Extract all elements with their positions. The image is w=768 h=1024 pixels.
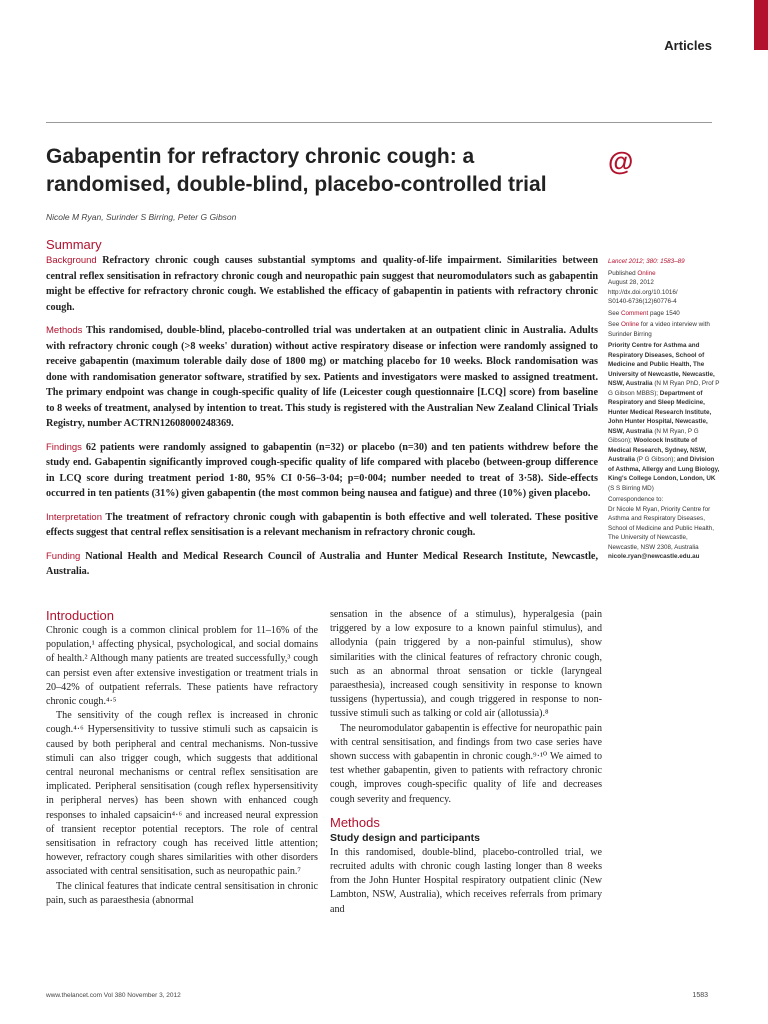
article-sidebar [608, 257, 720, 564]
summary-heading: Summary [46, 237, 102, 252]
comment-link[interactable]: Comment [620, 309, 649, 317]
author-list: Nicole M Ryan, Surinder S Birring, Peter G Gibson [46, 212, 237, 222]
correspondence-address: Dr Nicole M Ryan, Priority Centre for Asthma and Respiratory Diseases, School of Medicine and Public Health, The University of Newcastle, Newcastle, NSW 2308, Australia [608, 505, 715, 551]
background-text: Refractory chronic cough causes substantial symptoms and quality-of-life impairment. Similarities between central reflex sensitisation in refractory chronic cough and neuropathic pain suggest that neuromodulators such as gabapentin might be effective for refractory chronic cough. We established the efficacy of gabapentin in patients with refractory chronic cough. [46, 255, 598, 313]
published-prefix: Published [608, 269, 638, 277]
funding-label: Funding [46, 550, 81, 562]
see-comment-suffix: page 1540 [648, 309, 680, 317]
methods-text: This randomised, double-blind, placebo-controlled trial was undertaken at an outpatient clinic in Australia. Adults with refractory chronic cough (>8 weeks' duration) without active respiratory disease or infection were randomly assigned to receive gabapentin (maximum tolerable daily dose of 1800 mg) or matching placebo for 10 weeks. Block randomisation was done with randomisation generator software, stratified by sex. Patients and investigators were masked to assigned treatment. The primary endpoint was change in cough-specific quality of life (Leicester cough questionnaire [LCQ] score) from baseline to 8 weeks of treatment, analysed by intention to treat. This study is registered with the Australian New Zealand Clinical Trials Registry, number ACTRN12608000248369. [46, 325, 598, 429]
published-date: August 28, 2012 [608, 279, 654, 286]
video-interview [608, 320, 720, 339]
online-first-icon: @ [608, 146, 634, 176]
summary-abstract [46, 253, 598, 588]
interpretation-text: The treatment of refractory chronic cough with gabapentin is both effective and well tolerated. These positive effects suggest that central reflex sensitisation is a relevant mechanism in refractory chronic cough. [46, 511, 598, 538]
summary-background [46, 253, 598, 315]
methods-heading: Methods [330, 814, 380, 830]
video-online-link[interactable]: Online [620, 321, 640, 328]
intro-paragraph-3: The clinical features that indicate central sensitisation in chronic pain, such as paraesthesia (abnormal [46, 880, 318, 906]
methods-label: Methods [46, 325, 83, 336]
intro-paragraph-2: The sensitivity of the cough reflex is increased in chronic cough.⁴·⁶ Hypersensitivity to tussive stimuli such as capsaicin is caused by both peripheral and central mechanisms. Non-tussive stimuli can also trigger cough, which suggests that additional central neuronal mechanisms or central reflex sensitisation are implicated. Peripheral sensitisation (cough reflex hypersensitivity in peripheral nerves) has been shown with enhanced cough responses to inhaled capsaicin⁴·⁶ and increased neural expression of transient receptor potential receptors. The role of central sensitisation in refractory cough has received little attention; however, refractory cough shares similarities with other disorders associated with central sensitisation, such as neuropathic pain.⁷ [46, 710, 318, 878]
doi-link-2[interactable]: S0140-6736(12)60776-4 [608, 298, 677, 305]
correspondence-label: Correspondence to: [608, 496, 664, 503]
affiliation-3-people: (P G Gibson); [636, 456, 676, 463]
funding-text: National Health and Medical Research Council of Australia and Hunter Medical Research Institute, Newcastle, Australia. [46, 550, 599, 577]
affiliation-4-people: (S S Birring MD) [608, 484, 654, 492]
affiliation-3: Woolcock Institute of Medical Research, Sydney, NSW, Australia [608, 437, 707, 463]
summary-methods [46, 323, 598, 432]
intro-paragraph-1: Chronic cough is a common clinical problem for 11–16% of the population,¹ affecting physical, psychological, and social domains of health.² Although many patients are treated successfully,³ cough can persist even after extensive investigation or treatment trials in 20–42% of outpatient referrals. These patients have refractory chronic cough.⁴·⁵ [46, 625, 318, 708]
see-comment [608, 309, 720, 319]
article-title: Gabapentin for refractory chronic cough: a randomised, double-blind, placebo-controlled trial [46, 145, 547, 196]
section-heading: Articles [664, 38, 712, 53]
summary-interpretation [46, 510, 598, 541]
intro-continued-paragraph: sensation in the absence of a stimulus), hyperalgesia (pain triggered by a low exposure to a known painful stimulus), and allodynia (pain triggered by a non-painful stimulus), show similarities with the clinical features of refractory chronic cough, such as an abnormal throat sensation or tickle (laryngeal paraesthesia), increased cough sensitivity in response to known tussigens (hypertussia), and cough triggered in response to non-tussive stimuli such as talking or cold air (allotussia).⁸ [330, 609, 602, 720]
body-column-left [46, 608, 318, 908]
summary-findings [46, 440, 598, 502]
affiliations [608, 341, 720, 493]
header-rule [46, 122, 712, 123]
affiliation-2-people: (N M Ryan, P G Gibson); [608, 427, 699, 444]
citation: Lancet 2012; 380: 1583–89 [608, 258, 685, 265]
see-comment-prefix: See [608, 309, 621, 317]
affiliation-4: and Division of Asthma, Allergy and Lung Biology, King's College London, London, UK [608, 456, 720, 482]
affiliation-1-people: (N M Ryan PhD, Prof P G Gibson MBBS); [608, 380, 720, 397]
study-design-heading: Study design and participants [330, 831, 480, 844]
interpretation-label: Interpretation [46, 511, 102, 523]
findings-label: Findings [46, 441, 82, 453]
page-number: 1583 [692, 992, 708, 999]
aim-paragraph: The neuromodulator gabapentin is effective for neuropathic pain with central sensitisation, and findings from two case series have shown success with gabapentin in chronic cough.⁹·¹⁰ We aimed to test whether gabapentin, given to patients with refractory chronic cough, improves cough-specific quality of life and decreases cough severity and frequency. [330, 722, 602, 805]
body-column-right [330, 608, 602, 917]
correspondence [608, 495, 720, 562]
published-online-link[interactable]: Online [637, 269, 656, 277]
findings-text: 62 patients were randomly assigned to gabapentin (n=32) or placebo (n=30) and ten patients withdrew before the study end. Gabapentin significantly improved cough-specific quality of life compared with placebo (between-group difference in LCQ score during treatment period 1·80, 95% CI 0·56–3·04; p=0·004; number needed to treat of 3·58). Side-effects occurred in ten patients (31%) given gabapentin (the most common being nausea and fatigue) and three (10%) given placebo. [46, 441, 598, 499]
summary-funding [46, 549, 598, 580]
correspondence-email[interactable]: nicole.ryan@newcastle.edu.au [608, 553, 700, 560]
publication-info [608, 269, 720, 307]
header-accent-bar [754, 0, 768, 50]
affiliation-2: Department of Respiratory and Sleep Medicine, Hunter Medical Research Institute, John Hunter Hospital, Newcastle, NSW, Australia [608, 389, 712, 435]
doi-link-1[interactable]: http://dx.doi.org/10.1016/ [608, 288, 678, 296]
journal-footer: www.thelancet.com Vol 380 November 3, 2012 [46, 992, 181, 999]
methods-paragraph-1: In this randomised, double-blind, placebo-controlled trial, we recruited adults with chronic cough lasting longer than 8 weeks from the John Hunter Hospital respiratory outpatient clinic (New Lambton, NSW, Australia), which receives referrals from primary and [330, 846, 602, 915]
background-label: Background [46, 255, 97, 266]
video-prefix: See [608, 321, 621, 328]
introduction-heading: Introduction [46, 608, 114, 623]
video-suffix: for a video interview with Surinder Birring [608, 321, 710, 338]
affiliation-1: Priority Centre for Asthma and Respiratory Diseases, School of Medicine and Public Health, The University of Newcastle, Newcastle, NSW, Australia [608, 342, 715, 387]
